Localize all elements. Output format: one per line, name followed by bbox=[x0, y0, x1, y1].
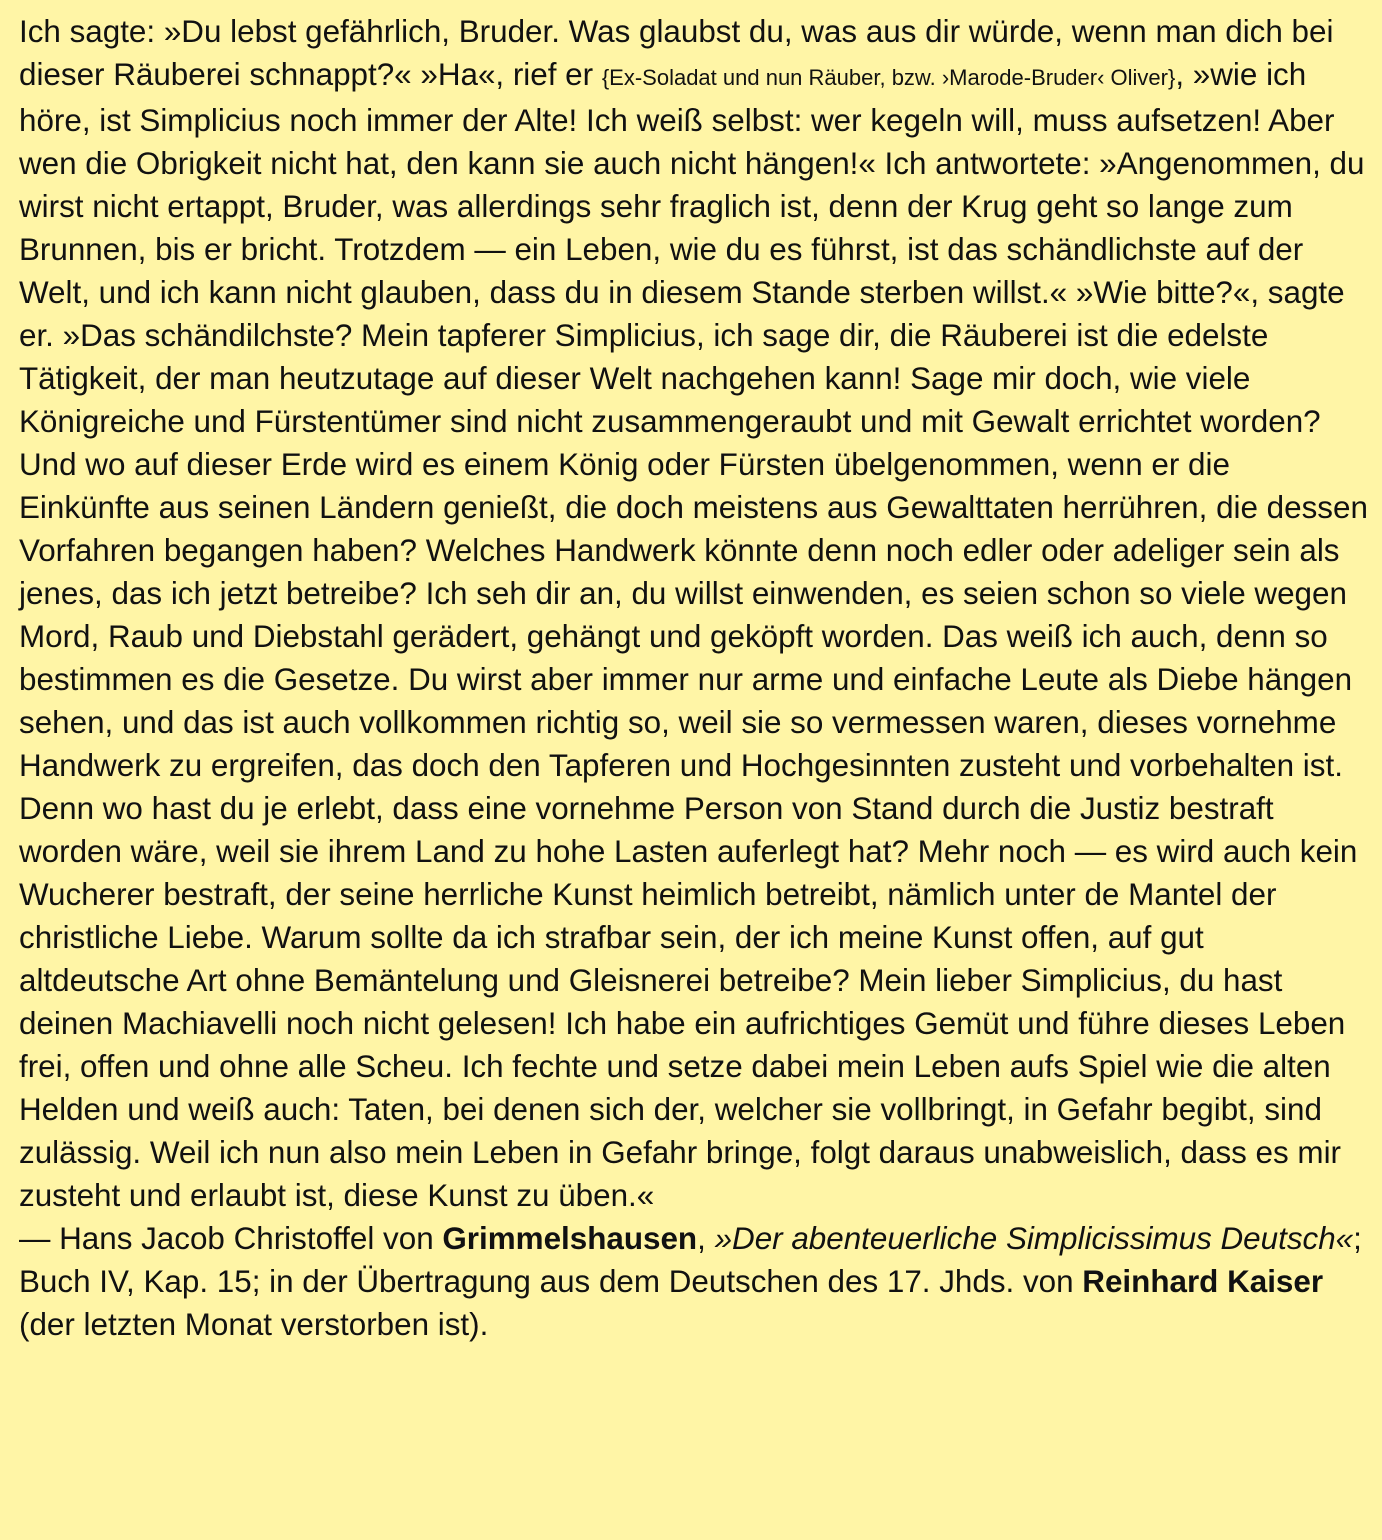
translator-name: Reinhard Kaiser bbox=[1082, 1264, 1324, 1299]
quote-text-continued: , »wie ich höre, ist Simplicius noch immer der Alte! Ich weiß selbst: wer kegeln will, muss aufsetzen! Aber wen die Obrigkeit nicht hat, den kann sie auch nicht hängen!« Ich antwortete: »Angenommen, du wirst nicht ertappt, Bruder, was allerdings sehr fraglich ist, denn der Krug geht so lange zum Brunnen, bis er bricht. Trotzdem — ein Leben, wie du es führst, ist das schändlichste auf der Welt, und ich kann nicht glauben, dass du in diesem Stande sterben willst.« »Wie bitte?«, sagte er. »Das schändilchste? Mein tapferer Simplicius, ich sage dir, die Räuberei ist die edelste Tätigkeit, der man heutzutage auf dieser Welt nachgehen kann! Sage mir doch, wie viele Königreiche und Fürstentümer sind nicht zusammengeraubt und mit Gewalt errichtet worden? Und wo auf dieser Erde wird es einem König oder Fürsten übelgenommen, wenn er die Einkünfte aus seinen Ländern genießt, die doch meistens aus Gewalttaten herrühren, die dessen Vorfahren begangen haben? Welches Handwerk könnte denn noch edler oder adeliger sein als jenes, das ich jetzt betreibe? Ich seh dir an, du willst einwenden, es seien schon so viele wegen Mord, Raub und Diebstahl gerädert, gehängt und geköpft worden. Das weiß ich auch, denn so bestimmen es die Gesetze. Du wirst aber immer nur arme und einfache Leute als Diebe hängen sehen, und das ist auch vollkommen richtig so, weil sie so vermessen waren, dieses vornehme Handwerk zu ergreifen, das doch den Tapferen und Hochgesinnten zusteht und vorbehalten ist. Denn wo hast du je erlebt, dass eine vornehme Person von Stand durch die Justiz bestraft worden wäre, weil sie ihrem Land zu hohe Lasten auferlegt hat? Mehr noch — es wird auch kein Wucherer bestraft, der seine herrliche Kunst heimlich betreibt, nämlich unter de Mantel der christliche Liebe. Warum sollte da ich strafbar sein, der ich meine Kunst offen, auf gut altdeutsche Art ohne Bemäntelung und Gleisnerei betreibe? Mein lieber Simplicius, du hast deinen Machiavelli noch nicht gelesen! Ich habe ein aufrichtiges Gemüt und führe dieses Leben frei, offen und ohne alle Scheu. Ich fechte und setze dabei mein Leben aufs Spiel wie die alten Helden und weiß auch: Taten, bei denen sich der, welcher sie vollbringt, in Gefahr begibt, sind zulässig. Weil ich nun also mein Leben in Gefahr bringe, folgt daraus unabweislich, dass es mir zusteht und erlaubt ist, diese Kunst zu üben.« bbox=[19, 57, 1368, 1213]
attribution-prefix: — Hans Jacob Christoffel von bbox=[19, 1221, 443, 1256]
quote-text-start: Ich sagte: »Du lebst gefährlich, Bruder. Was glaubst du, was aus dir würde, wenn man dich bei dieser Räuberei schnappt?« »Ha«, rief er bbox=[19, 14, 1334, 92]
attribution-comma: , bbox=[697, 1221, 715, 1256]
work-title: »Der abenteuerliche Simplicissimus Deutsch« bbox=[714, 1221, 1354, 1256]
attribution-closing: (der letzten Monat verstorben ist). bbox=[19, 1307, 489, 1342]
editor-note: {Ex-Soladat und nun Räuber, bzw. ›Marode-Bruder‹ Oliver} bbox=[601, 65, 1176, 90]
author-name: Grimmelshausen bbox=[442, 1221, 698, 1256]
quote-text bbox=[19, 10, 1368, 1217]
attribution bbox=[19, 1217, 1368, 1346]
work-details: ; Buch IV, Kap. 15; in der Übertragung aus dem Deutschen des 17. Jhds. von bbox=[19, 1221, 1362, 1299]
